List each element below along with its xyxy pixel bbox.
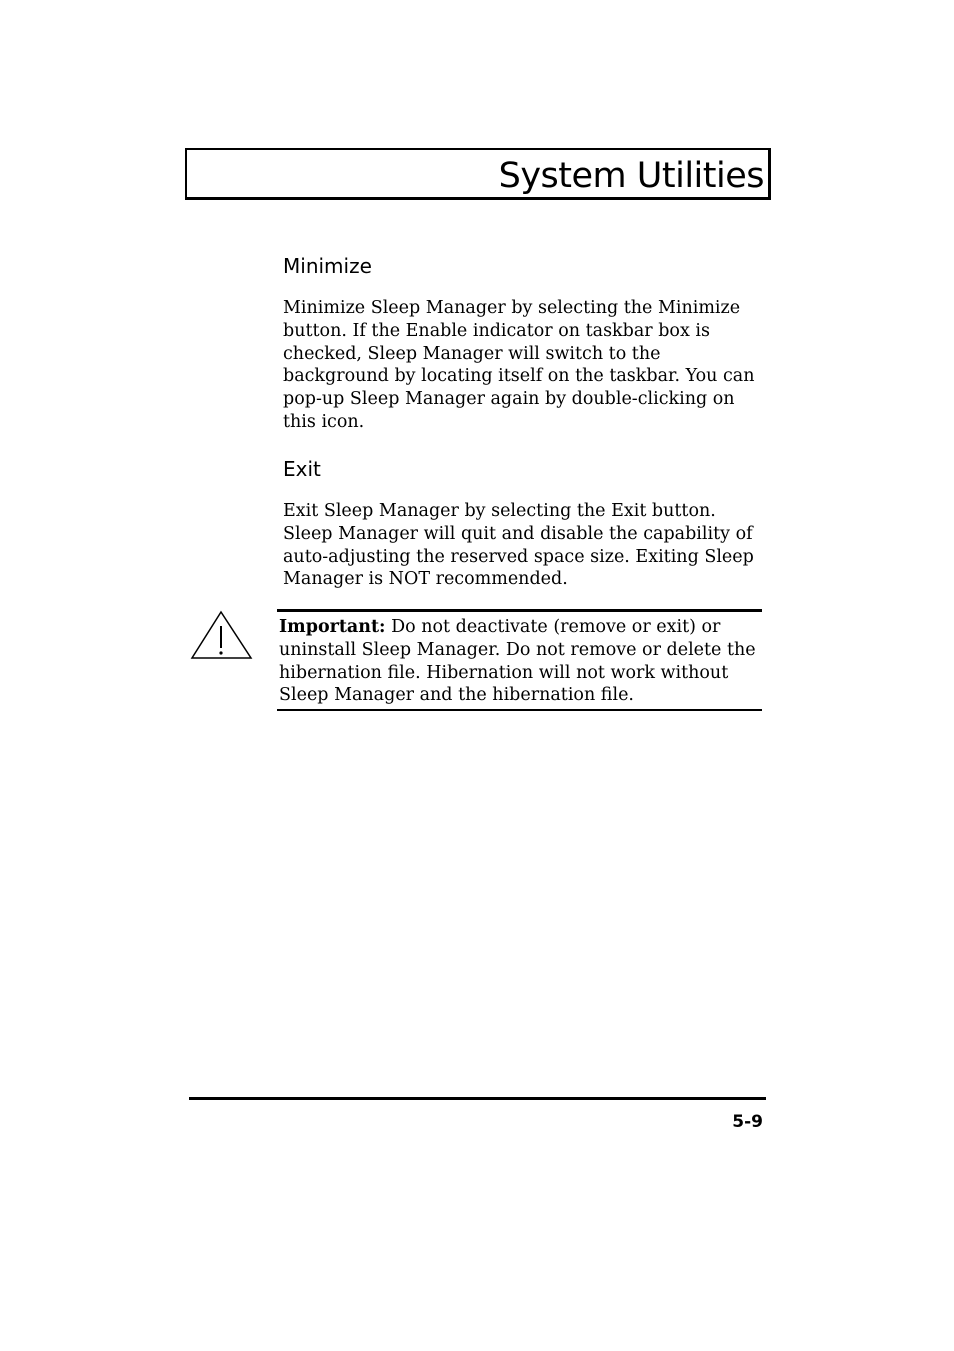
chapter-header-box bbox=[185, 148, 771, 200]
important-label: Important: bbox=[279, 617, 386, 637]
warning-triangle-icon bbox=[190, 610, 254, 662]
important-note-text bbox=[279, 616, 761, 707]
footer-rule bbox=[189, 1097, 766, 1100]
section-heading-exit: Exit bbox=[283, 457, 321, 481]
section-body-exit: Exit Sleep Manager by selecting the Exit button. Sleep Manager will quit and disable the capability of auto-adjusting the reserved space size. Exiting Sleep Manager is NOT recommended. bbox=[283, 501, 754, 590]
important-note bbox=[277, 609, 762, 711]
section-body-minimize: Minimize Sleep Manager by selecting the Minimize button. If the Enable indicator on taskbar box is checked, Sleep Manager will switch to the background by locating itself on the taskbar. You can pop-up Sleep Manager again by double-clicking on this icon. bbox=[283, 298, 755, 432]
section-heading-minimize: Minimize bbox=[283, 254, 372, 278]
chapter-title: System Utilities bbox=[498, 156, 764, 196]
important-message: Do not deactivate (remove or exit) or uninstall Sleep Manager. Do not remove or delete the hibernation file. Hibernation will not work without Sleep Manager and the hibernation file. bbox=[279, 617, 756, 706]
page-number: 5-9 bbox=[732, 1112, 763, 1132]
